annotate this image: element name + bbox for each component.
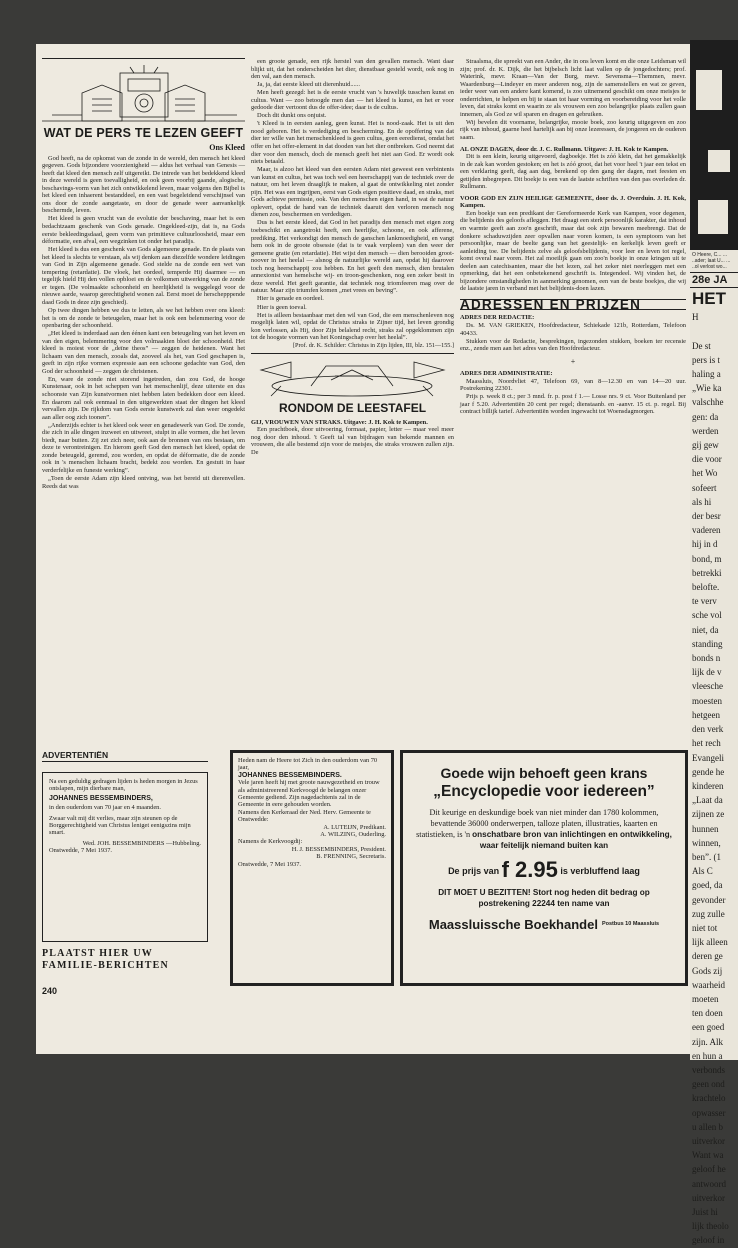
- paragraph: Doch dit dunkt ons onjuist.: [257, 112, 327, 120]
- section-banner-leestafel: [251, 353, 454, 415]
- newspaper-page: [36, 44, 690, 1054]
- paragraph: Een boekje van een predikant der Gereformeerde Kerk van Kampen, voor degenen, die belijdenis des geloofs afleggen. Het draagt een sterk persoonlijk karakter, dat inhoud en warmte geeft aan zoo'n geschrift, maar dat ook zijn bewaren meebrengt. Dat de donkere schaduwzijden zeer opvallen naar voren komen, is een symptoom van het persoonlijke, maar de beelte gang van het geestelijk- en kerkelijk leven geeft er aanleiding toe. De belijdenis zelve als geloofsbelijdenis, voor leer en leven tot regel, komt overal naar voren. Het zal moeilijk gaan om zoo'n boekje in onze kringen uit te deelen aan catechisanten, maar die het lezen, zal het zeker niet neerleggen met een opmerking, dat het een onbetekenend geschrift is. Integendeel. Wij vinden het, de bijzondere omstandigheden in aanmerking genomen, een van de beste boekjes, die wij de laatste jaren in verband met het belijdenis-doen lazen.: [460, 209, 686, 293]
- obituary-ad-church: [230, 750, 394, 986]
- adjacent-text-line: antwoord: [692, 1178, 726, 1189]
- adjacent-text-line: haling a: [692, 369, 721, 380]
- paragraph: 't Kleed is in eersten aanleg, geen kunst. Het is nood-zaak. Het is uit den nood geboren. Het is verdediging en bescherming. En de opoffering van dat dier ter wille van het menschenkleed is geen cultus, geen eeredienst, omdat het offer en het offer-element in dat dooden van het dier ontbreken. God neemt dat dier voor den mensch, doch de mensch geeft het niet aan God. Er wordt ook niets betaald.: [251, 120, 454, 166]
- prices-text: Prijs p. week 8 ct.; per 3 mnd. fr. p. post f 1.— Losse nrs. 9 ct. Voor Buitenland per jaar f 5.20. Advertentiën 20 cent per regel; dienstaanb. en -aanvr. 15 ct. p. regel. Bij contract billijk tarief. Advertentiën worden ingewacht tot Woensdagmorgen.: [460, 393, 686, 416]
- adjacent-text-line: die voor: [692, 454, 722, 465]
- paragraph: En, ware de zonde niet storend ingetreden, dan zou God, de hooge Kunstenaar, ook in het scheppen van het menschenlijf, deze uiterste en dus schoonste van Zijn kunstvormen niet hebben laten bedekken door een kleed. En daarom zal ook eenmaal in den uitgewerkten staat der dingen het kleed vervallen zijn. De rijkdom van Gods eerste kunstwerk zal dan weer ongedekt aan aller oog zich toonen”.: [42, 375, 245, 421]
- page-number: 240: [42, 986, 58, 996]
- adjacent-text-line: winnen,: [692, 837, 721, 848]
- adjacent-text-line: gevonder: [692, 894, 726, 905]
- ad-text: Namens den Kerkeraad der Ned. Herv. Gemeente te Onstwedde:: [238, 808, 371, 824]
- adjacent-text-line: lijk de v: [692, 667, 722, 678]
- adjacent-page-caption: O Heere, C... ... ..ader; laat U... ... ..ol verlost wo...: [692, 252, 731, 270]
- paragraph: Een prachtboek, door uitvoering, formaat, papier, letter — maar veel meer nog door den inhoud. 't Geeft tal van bijdragen van bekende mannen en vrouwen, die alle bestemd zijn voor de meisjes, die straks vrouwen zullen zijn. De: [251, 426, 454, 456]
- paragraph: een groote genade, een rijk herstel van den gevallen mensch. Want daar blijkt uit, dat het onderscheiden het dier, dienstbaar gesteld wordt, ook nog in den val, aan den mensch.: [251, 58, 454, 81]
- paragraph: „Het kleed is inderdaad aan den éénen kant een beteugeling van het leven en van den eigen, belemmering voor den volmaakten bloei der schoonheid. Het kleed is moiest voor de „deïne theos” — zeggen de heidenen. Want het lichaam van den mensch, zooals dat, zooveel als het, van God geschapen is, geeft in zijn rijke vormen expressie aan een schoone gedachte van God, den God der schoonheid — zeggen de christenen.: [42, 330, 245, 375]
- paragraph: Op twee dingen hebben we dus te letten, als we het hebben over ons kleed: het is om de zonde te beteugelen, maar het is ook een belemmering voor de openbaring der schoonheid.: [42, 306, 245, 330]
- ad-text: Na een geduldig gedragen lijden is heden morgen in Jezus ontslapen, mijn dierbare man,: [49, 778, 198, 793]
- adjacent-text-line: zug zulle: [692, 908, 725, 919]
- paragraph: Dit is een klein, keurig uitgevoerd, dagboekje. Het is zóó klein, dat het gemakkelijk in de zak kan worden gestoken; en het is zóó groot, dat het voor heel 't jaar een tekst en een verklaring geeft, dag aan dag, berekend op den gang der dagen, met feesten en getijden inbegrepen. Dit boekje is een van de laatste schriften van den pas overleden dr. Rullmann.: [460, 153, 686, 191]
- adjacent-text-line: De st: [692, 340, 711, 351]
- adjacent-text-line: waarheid: [692, 979, 725, 990]
- adjacent-text-line: kinderen: [692, 780, 724, 791]
- adjacent-text-line: sche vol: [692, 610, 722, 621]
- paragraph: Men heeft gezegd: het is de eerste vrucht van 's huwelijk tusschen kunst en cultus. Want — zoo betoogde men dan — het kleed is kunst, en het er voor gedoode dier vertoont dus de offer-idee; daar is de cultus.: [251, 89, 454, 112]
- paragraph: Dus is het eerste kleed, dat God in het paradijs den mensch met eigen zorg toebeschikt en aangetrokt heeft, een heerlijke, schoone, en ook afferene, prediking. Het verkondigt den mensch de ganschen lankmoedigheid, en vangt hem ook in de groote obsessie (dat is te vaak verpleen) van den weer der gemeene gratie (en retardatie). Het wijst den mensch — dien berooiden groot-noover in het heelal — alsnog de natuurlijke wereld aan, opdat hij daarover toch nog heerschappij zou hebben. En het geeft den mensch, dien brutalen annexionist van hemelsche wij- en troon-geschenken, nog een zeker besit in deze wereld. Het geeft garantie, dat techniek nog triomfeeren mag over de natuur. Maar zijn triumfen komen „met vrees en beving”.: [251, 219, 454, 295]
- paragraph: Het kleed is dus een geschenk van Gods algemeene genade. En de plaats van het kleed is slechts te verstaan, als wij denken aan diezelfde wondere leidingen van God in Zijn algemeene genade. God stelde na de zonde een wet van tempering (retardatie). De vloek, het oordeel, temperde Hij daarmee — en tegelijk hield Hij den vollen opbloei en de volkomen uitwerking van de zonde er tegen. (De volmaakte schoonheid en heerlijkheid is weggelegd voor de nieuwe aarde, waarop gerechtigheid wonen zal. Eerst moet de herschepppende daad Gods in deze zijn geschied).: [42, 246, 245, 306]
- adjacent-text-line: sofeert: [692, 482, 717, 493]
- ad-text: in den ouderdom van 70 jaar en 4 maanden.: [49, 804, 161, 812]
- firm-postbus: Postbus 10 Maassluis: [601, 921, 660, 928]
- adjacent-text-line: betrekki: [692, 567, 722, 578]
- adjacent-text-line: lijk theolo: [692, 1221, 729, 1232]
- ad-text: Heden nam de Heere tot Zich in den ouderdom van 70 jaar,: [238, 757, 378, 772]
- banner-title: RONDOM DE LEESTAFEL: [278, 401, 427, 416]
- article-byline: Ons Kleed: [209, 143, 245, 152]
- adjacent-page-edge: [690, 40, 738, 1246]
- adjacent-text-line: geloof in: [692, 1235, 725, 1246]
- adjacent-text-line: u allen b: [692, 1121, 723, 1132]
- address-heading: ADRES DER ADMINISTRATIE:: [460, 370, 553, 378]
- paragraph: Maar, is alzoo het kleed van den eersten Adam niet geweest een verbintenis van kunst en cultus, het was toch wel een heerschappij van de techniek over de natuur, om het leven draaglijk te maken, al gaat de ontwikkeling niet zonder pijn. Het was een ingrijpen, eerst van Gods eigen positieve daad, en straks, met Gods achteve permissie, ook. Van den menschen eigen hand, in wat de natuur oplevert, opdat de hand van de techniek daaruit den verloren mensch nog dienen zou, beschermen en verdedigen.: [251, 166, 454, 219]
- adjacent-text-line: den verk: [692, 724, 724, 735]
- adjacent-text-line: der besr: [692, 511, 721, 522]
- ad-body-text: Dit keurige en deskundige boek van niet minder dan 1780 kolommen, bevattende 36000 onderwerpen, talloze platen, illustraties, kaarten en statistieken, is 'n: [416, 808, 659, 839]
- ad-body-emphasis: onschatbare bron van inlichtingen en ontwikkeling, waar feitelijk niemand buiten kan: [472, 830, 672, 850]
- ad-signature: A. WILZING, Ouderling.: [320, 831, 386, 839]
- ad-place-date: Onstwedde, 7 Mei 1937.: [49, 847, 113, 855]
- deceased-name: JOHANNES BESSEMBINDERS.: [238, 771, 342, 779]
- adjacent-text-line: hetgeen: [692, 709, 720, 720]
- encyclopedie-ad: [400, 750, 688, 986]
- firm-name: Maassluissche Boekhandel: [428, 917, 598, 932]
- adjacent-text-line: zijn. Alk: [692, 1036, 723, 1047]
- ad-signature: A. LUTEIJN, Predikant.: [323, 823, 386, 831]
- column-1: [42, 58, 245, 491]
- family-notices-promo: PLAATST HIER UW FAMILIE-BERICHTEN: [42, 948, 169, 971]
- adjacent-text-line: een goed: [692, 1022, 725, 1033]
- address-text: Ds. M. VAN GRIEKEN, Hoofdredacteur, Schiekade 121b, Rotterdam, Telefoon 40433.: [460, 322, 686, 337]
- printing-press-illustration: [42, 63, 245, 125]
- adjacent-text-line: belofte.: [692, 582, 720, 593]
- ad-signature: H. J. BESSEMBINDERS, President.: [291, 845, 386, 853]
- adjacent-text-line: te verv: [692, 596, 717, 607]
- adjacent-text-line: vleesche: [692, 681, 723, 692]
- adjacent-text-line: standing: [692, 638, 723, 649]
- obituary-ad-family: [42, 772, 208, 942]
- adjacent-text-line: pers is t: [692, 354, 720, 365]
- paragraph: God heeft, na de opkomst van de zonde in de wereld, den mensch het kleed gegeven. Gods bijzondere voorzienigheid — aldus het verhaal van Genesis — heeft dat kleed den mensch zelf uitgereikt. De intrede van het bedekkend kleed in deze wereld is geen toevalligheid, en ook geen voorbij gaande, alogische, beschavings-vorm van het zich ontwikkelend leven, maar volgens den Bijbel is het kleed een inhaerent bestanddeel, en een vast begeleidend verschijnsel van ons door de zonde aangetaste, en door de genade weer aanvankelijk beschermde, leven.: [42, 154, 245, 215]
- adjacent-text-line: uitverkor: [692, 1192, 725, 1203]
- adjacent-text-line: geloof he: [692, 1164, 726, 1175]
- adjacent-text-line: geen ond: [692, 1079, 725, 1090]
- adjacent-text-line: gende he: [692, 766, 725, 777]
- adjacent-page-text: [690, 310, 738, 1247]
- paragraph: Hier is genade en oordeel.: [257, 295, 324, 303]
- adjacent-text-line: het rech: [692, 738, 721, 749]
- adjacent-text-line: Gods zij: [692, 965, 723, 976]
- adjacent-text-line: Als C: [692, 866, 713, 877]
- adjacent-text-line: opwasser: [692, 1107, 726, 1118]
- adjacent-text-line: „Laat da: [692, 795, 723, 806]
- adjacent-text-line: werden: [692, 425, 719, 436]
- adjacent-text-line: niet tot: [692, 922, 718, 933]
- adjacent-text-line: niet, da: [692, 624, 719, 635]
- adjacent-text-line: gen: da: [692, 411, 719, 422]
- ad-body: [413, 807, 675, 851]
- adjacent-text-line: Juist hi: [692, 1207, 718, 1217]
- paragraph: „Anderzijds echter is het kleed ook weer en genadewerk van God. De zonde, die zich in alle dingen inzweet en uitwreet, stulpt in alle vormen, die het leven biedt, naar buiten. Zij zet zich neer, ook aan de bronnen van ons bestaan, om deze te verontreinigen. En hierom geeft God den mensch het kleed, opdat de zonde beteugeld, geremd, zou worden, en opdat de déformatie, die de zonde ook in 's menschen lichaam bracht, bedekt zou worden. En gestuit in haar verderfelijke en funeste werking”.: [42, 421, 245, 474]
- adjacent-text-line: bond, m: [692, 553, 722, 564]
- adjacent-text-line: goed, da: [692, 880, 723, 891]
- adjacent-page-heading: HET: [692, 289, 726, 309]
- adjacent-page-graphic: [690, 40, 738, 250]
- adjacent-text-line: uitverkor: [692, 1135, 725, 1146]
- paragraph: Ja, ja, dat eerste kleed uit dierenhuid......: [257, 81, 360, 89]
- ad-text: Vele jaren heeft hij met groote nauwgezetheid en trouw als administreerend Kerkvoogd de belangen onzer Gemeente gediend. Zijn nagedachtenis zal in de Gemeente in eere gehouden worden.: [238, 779, 380, 809]
- adjacent-text-line: moeten: [692, 993, 719, 1004]
- paragraph: Het is ailleen bestaanbaar met den wil van God, die een menschenleven nog mogelijk laten wil, opdat de Christus straks te Zijner tijd, het leven grondig kon verlossen, als Hij, door Zijn belalend recht, straks zal opgeklommen zijn tot de hoogste vormen van het Koningschap over het heelal”.: [251, 311, 454, 342]
- adjacent-text-line: valschhe: [692, 397, 724, 408]
- adjacent-text-line: „Wie ka: [692, 383, 722, 394]
- adjacent-text-line: moesten: [692, 695, 722, 706]
- paragraph: Wij bevelen dit voorname, belangrijke, mooie boek, zoo keurig uitgegeven en zoo rijk van inhoud, gaarne heel hartelijk aan bij onze lezeressen, de jongeren en de ouderen saam.: [460, 118, 686, 141]
- adjacent-text-line: deren ge: [692, 951, 723, 962]
- ad-signature: Wed. JOH. BESSEMBINDERS —Hubbeling.: [82, 839, 201, 847]
- book-title: GIJ, VROUWEN VAN STRAKS. Uitgave: J. H. Kok te Kampen.: [251, 418, 428, 426]
- adjacent-text-line: en hun a: [692, 1050, 723, 1061]
- adjacent-text-line: ten doen: [692, 1008, 723, 1019]
- ad-product-title: „Encyclopedie voor iedereen”: [433, 783, 655, 800]
- adjacent-text-line: [690, 324, 738, 338]
- column-3: [460, 58, 686, 417]
- address-heading: ADRES DER REDACTIE:: [460, 314, 535, 322]
- deceased-name: JOHANNES BESSEMBINDERS,: [49, 794, 153, 802]
- address-text: Maassluis, Noordvliet 47, Telefoon 69, van 8—12.30 en van 14—20 uur. Postrekening 22301.: [460, 377, 686, 393]
- ad-price-line: [413, 857, 675, 883]
- adjacent-text-line: bonds n: [692, 653, 721, 664]
- adjacent-text-line: Evangeli: [692, 752, 724, 763]
- adjacent-page-date: 28e JA: [690, 272, 738, 288]
- address-note: Stukken voor de Redactie, besprekingen, ingezonden stukken, boeken ter recensie enz., zende men aan het adres van den Hoofdredacteur.: [460, 337, 686, 353]
- ad-headline: Goede wijn behoeft geen krans: [440, 765, 648, 781]
- adjacent-text-line: verbonds: [692, 1064, 725, 1075]
- price-prefix: De prijs van: [448, 866, 500, 876]
- adjacent-text-line: ben”. (1: [692, 851, 721, 862]
- ad-text: Namens de Kerkvoogdij:: [238, 838, 303, 846]
- ad-firm: [413, 917, 675, 932]
- paragraph: Straalsma, die spreekt van een Ander, die in ons leven komt en die onze Leidsman wil zijn; prof. dr. K. Dijk, die het bijbelsch licht laat vallen op de jongedochters; prof. Waterink, mevr. Kraan—Van der Burg, mevr. Sevensma—Themmen, mevr. Waardenburg—Lindeyer en meer anderen nog, zijn de samenstellers en wat ze geven, ieder weer van een andere kant komend, is zoo uitnemend geschikt om onze meisjes te onderrichten, te helpen en bij te staan tot haar vorming en voorbereiding voor het volle leven, dat straks komt en waarin ze als vrouwen een zoo belangrijke plaats zullen gaan innemen, als God ze wil sparen en dragen en gebruiken.: [460, 58, 686, 118]
- paragraph: Hier is geen toeval.: [257, 303, 307, 311]
- adjacent-text-line: hunnen: [692, 823, 719, 834]
- separator: +: [570, 356, 576, 366]
- adjacent-text-line: Want wa: [692, 1150, 724, 1161]
- adjacent-text-line: zijnen ze: [692, 809, 725, 820]
- paragraph: „Toen de eerste Adam zijn kleed ontving, was het bereid uit dierenvellen. Reeds dat was: [42, 475, 245, 490]
- adjacent-text-line: vaderen: [692, 525, 721, 536]
- ads-label: ADVERTENTIËN: [42, 750, 208, 762]
- section-banner-pers: [42, 58, 245, 140]
- section-heading-adressen: ADRESSEN EN PRIJZEN: [460, 299, 686, 311]
- adjacent-text-line: hij in d: [692, 539, 718, 550]
- book-title: AL ONZE DAGEN, door dr. J. C. Rullmann. Uitgave: J. H. Kok te Kampen.: [460, 145, 669, 153]
- adjacent-text-line: gij gew: [692, 440, 719, 451]
- reading-table-illustration: [251, 356, 454, 400]
- ad-place-date: Onstwedde, 7 Mei 1937.: [238, 860, 302, 868]
- column-2: [251, 58, 454, 457]
- adjacent-text-line: krachtelo: [692, 1093, 726, 1104]
- adjacent-text-line: als hi: [692, 496, 712, 507]
- book-title: VOOR GOD EN ZIJN HEILIGE GEMEENTE, door ds. J. Overduin. J. H. Kok, Kampen.: [460, 194, 686, 210]
- adjacent-text-line: lijk alleen: [692, 937, 728, 948]
- price-suffix: is verbluffend laag: [560, 866, 640, 876]
- ad-text: Zwaar valt mij dit verlies, maar zijn steunen op de Borggerechtigheid van Christus leniget eenigszins mijn smart.: [49, 814, 191, 837]
- price-amount: f 2.95: [501, 857, 558, 882]
- banner-title: WAT DE PERS TE LEZEN GEEFT: [43, 126, 244, 141]
- citation: [Prof. dr. K. Schilder: Christus in Zijn lijden, III, blz. 151—155.]: [292, 342, 454, 350]
- ad-call-to-action: DIT MOET U BEZITTEN! Stort nog heden dit bedrag op postrekening 22244 ten name van: [438, 888, 650, 908]
- ad-signature: B. FRENNING, Secretaris.: [316, 853, 386, 861]
- paragraph: Het kleed is geen vrucht van de evolutie der beschaving, maar het is een bedachtzaam geschenk van Gods genade. Ongekleed-zijn, dat is, na Gods eerste bekleedingsdaad, geen vorm van primitieve cultuurloosheid, maar een déformatie, een afval, een wegzinken tot onder het paradijs.: [42, 215, 245, 246]
- adjacent-text-line: het Wo: [692, 468, 718, 479]
- adjacent-text-line: H: [692, 312, 699, 323]
